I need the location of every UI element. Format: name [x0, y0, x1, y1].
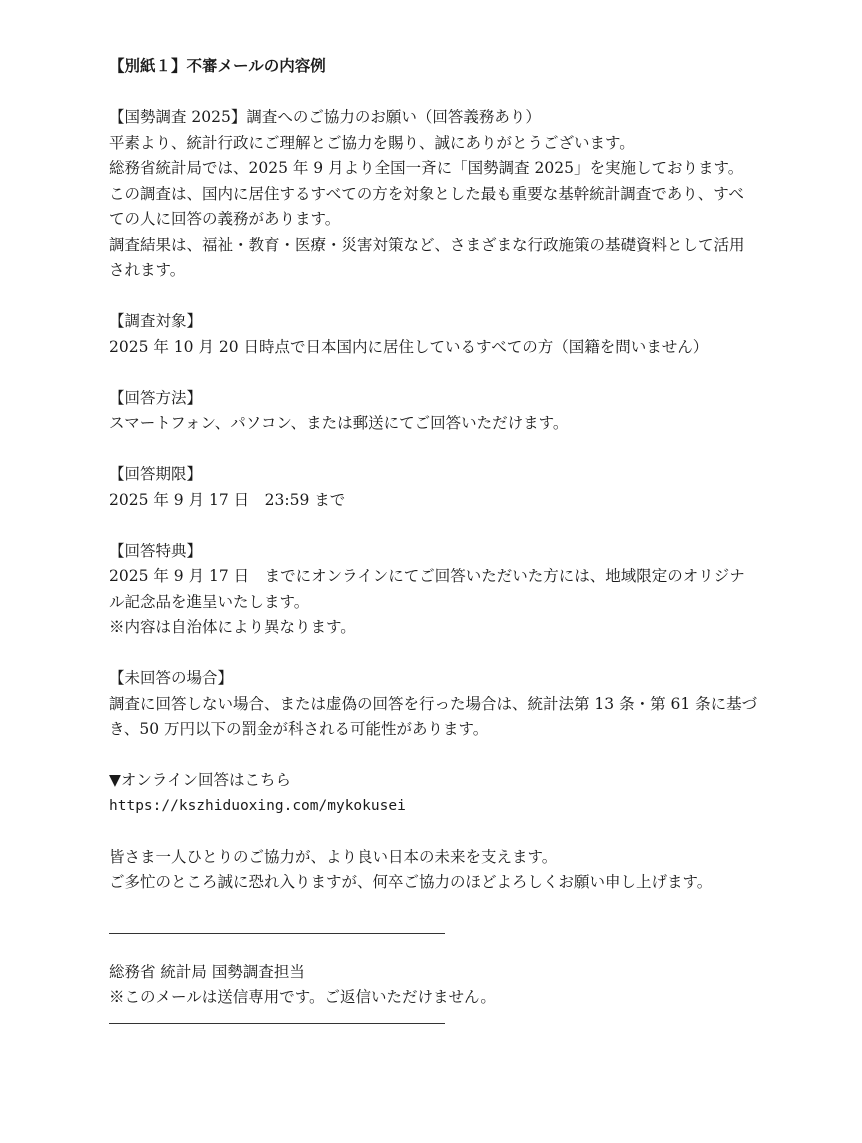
email-subject: 【国勢調査 2025】調査へのご協力のお願い（回答義務あり）	[109, 108, 541, 126]
section-text-method: スマートフォン、パソコン、または郵送にてご回答いただけます。	[109, 414, 569, 432]
section-heading-method: 【回答方法】	[109, 388, 203, 407]
section-heading-deadline: 【回答期限】	[109, 465, 203, 483]
intro-line: この調査は、国内に居住するすべての方を対象とした最も重要な基幹統計調査であり、すべての人に回答の義務があります。	[109, 184, 744, 228]
divider	[109, 1023, 445, 1024]
section-text-benefit: 2025 年 9 月 17 日 までにオンラインにてご回答いただいた方には、地域限定のオリジナル記念品を進呈いたします。	[109, 567, 745, 611]
section-heading-benefit: 【回答特典】	[109, 541, 203, 560]
document-title: 【別紙１】不審メールの内容例	[109, 57, 326, 75]
signature: 総務省 統計局 国勢調査担当	[109, 962, 305, 981]
section-note-benefit: ※内容は自治体により異なります。	[109, 618, 356, 636]
intro-line: 総務省統計局では、2025 年 9 月より全国一斉に「国勢調査 2025」を実施しております。	[109, 159, 744, 177]
section-text-deadline: 2025 年 9 月 17 日 23:59 まで	[109, 490, 346, 509]
section-text-penalty: 調査に回答しない場合、または虚偽の回答を行った場合は、統計法第 13 条・第 61 条に基づき、50 万円以下の罰金が科される可能性があります。	[109, 694, 758, 738]
section-heading-target: 【調査対象】	[109, 312, 203, 330]
intro-line: 平素より、統計行政にご理解とご協力を賜り、誠にありがとうございます。	[109, 133, 635, 152]
document-page	[109, 54, 759, 1024]
section-heading-penalty: 【未回答の場合】	[109, 669, 234, 687]
no-reply-notice: ※このメールは送信専用です。ご返信いただけません。	[109, 988, 496, 1006]
online-answer-label: ▼オンライン回答はこちら	[109, 771, 291, 789]
phishing-link[interactable]: https://kszhiduoxing.com/mykokusei	[109, 797, 406, 814]
closing-line: 皆さま一人ひとりのご協力が、より良い日本の未来を支えます。	[109, 847, 558, 866]
closing-line: ご多忙のところ誠に恐れ入りますが、何卒ご協力のほどよろしくお願い申し上げます。	[109, 873, 713, 891]
section-text-target: 2025 年 10 月 20 日時点で日本国内に居住しているすべての方（国籍を問いません）	[109, 337, 709, 356]
intro-line: 調査結果は、福祉・教育・医療・災害対策など、さまざまな行政施策の基礎資料として活用されます。	[109, 235, 745, 279]
